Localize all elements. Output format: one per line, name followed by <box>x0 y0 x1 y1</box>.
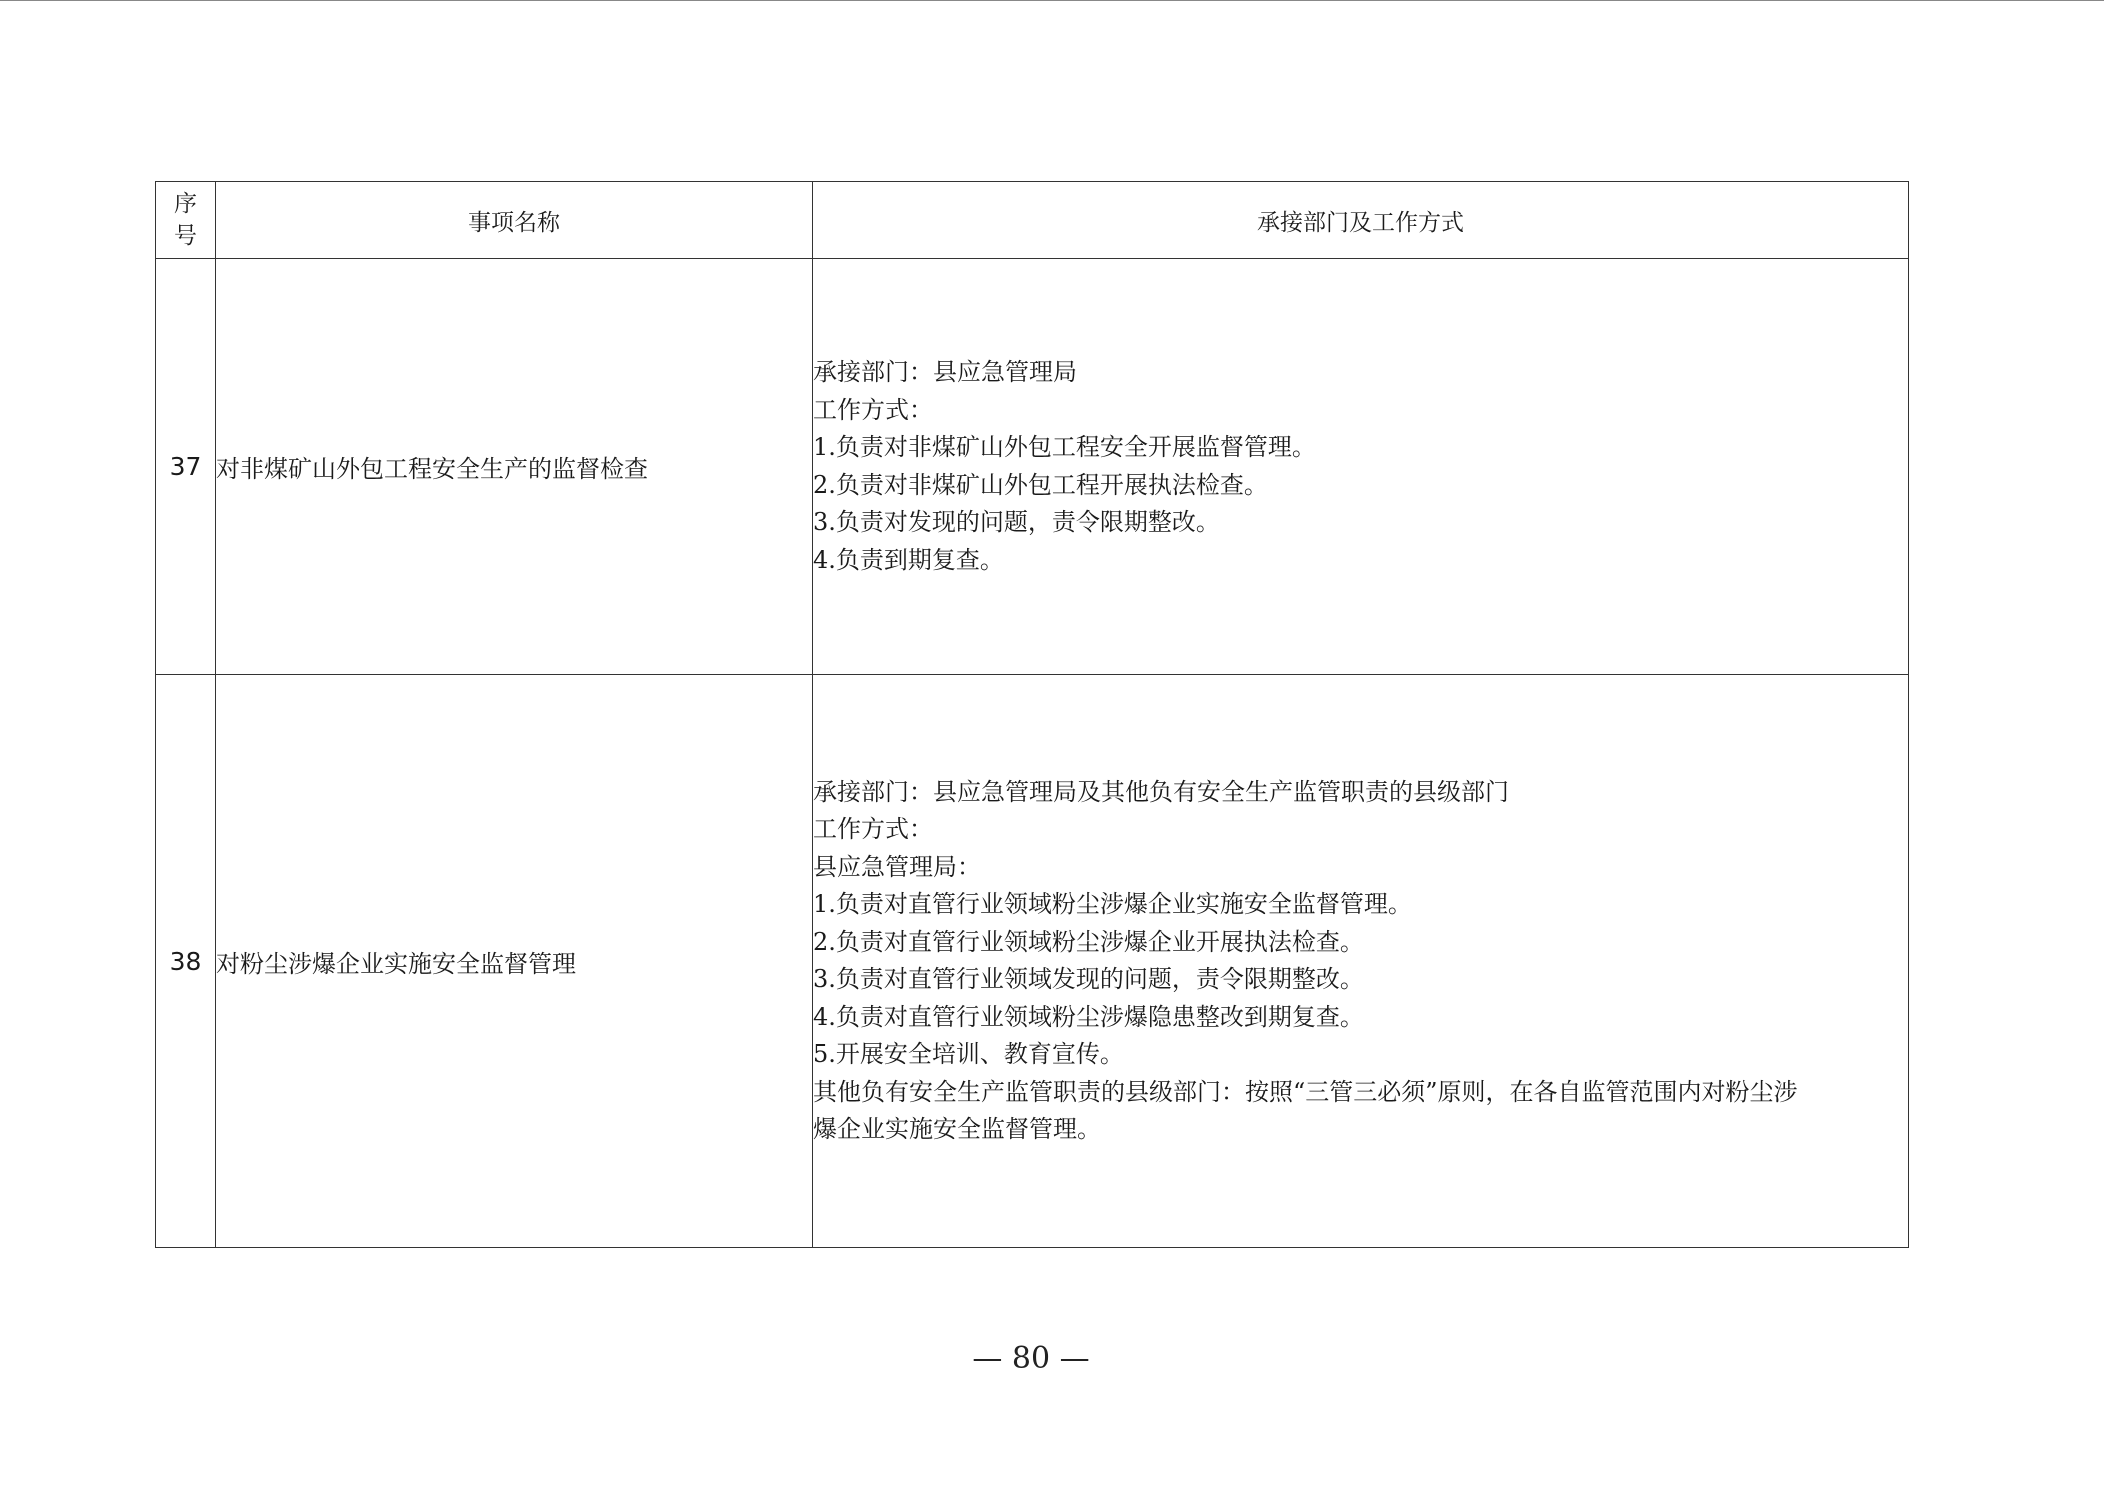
text-line: 承接部门：县应急管理局 <box>813 358 1077 386</box>
text-line: 工作方式： <box>813 395 933 424</box>
row-department-method <box>813 259 1909 675</box>
row-department-method <box>813 675 1909 1248</box>
table-row <box>156 259 1909 675</box>
page-number: — 80 — <box>972 1341 1090 1376</box>
text-line: 其他负有安全生产监管职责的县级部门：按照“三管三必须”原则，在各自监管范围内对粉尘涉 <box>813 1077 1798 1106</box>
header-serial-line2: 号 <box>174 223 197 249</box>
text-line: 爆企业实施安全监督管理。 <box>813 1115 1101 1143</box>
row-serial-number: 37 <box>156 259 216 675</box>
row-item-name: 对非煤矿山外包工程安全生产的监督检查 <box>216 259 813 675</box>
table-header-row <box>156 182 1909 259</box>
row-serial-number: 38 <box>156 675 216 1248</box>
text-line: 4.负责对直管行业领域粉尘涉爆隐患整改到期复查。 <box>813 1002 1364 1031</box>
header-serial-number <box>156 182 216 259</box>
text-line: 5.开展安全培训、教育宣传。 <box>813 1040 1124 1068</box>
text-line: 2.负责对直管行业领域粉尘涉爆企业开展执法检查。 <box>813 927 1364 956</box>
text-line: 承接部门：县应急管理局及其他负有安全生产监管职责的县级部门 <box>813 777 1509 806</box>
header-department-method: 承接部门及工作方式 <box>813 182 1909 259</box>
text-line: 4.负责到期复查。 <box>813 545 1004 574</box>
responsibility-table <box>155 181 1909 1248</box>
text-line: 1.负责对非煤矿山外包工程安全开展监督管理。 <box>813 433 1316 461</box>
row-item-name: 对粉尘涉爆企业实施安全监督管理 <box>216 675 813 1248</box>
text-line: 1.负责对直管行业领域粉尘涉爆企业实施安全监督管理。 <box>813 890 1412 918</box>
text-line: 工作方式： <box>813 815 933 843</box>
header-item-name: 事项名称 <box>216 182 813 259</box>
header-serial-line1: 序 <box>174 191 197 217</box>
table-row <box>156 675 1909 1248</box>
text-line: 2.负责对非煤矿山外包工程开展执法检查。 <box>813 470 1268 499</box>
text-line: 3.负责对直管行业领域发现的问题，责令限期整改。 <box>813 965 1364 993</box>
text-line: 县应急管理局： <box>813 852 981 881</box>
text-line: 3.负责对发现的问题，责令限期整改。 <box>813 508 1220 536</box>
